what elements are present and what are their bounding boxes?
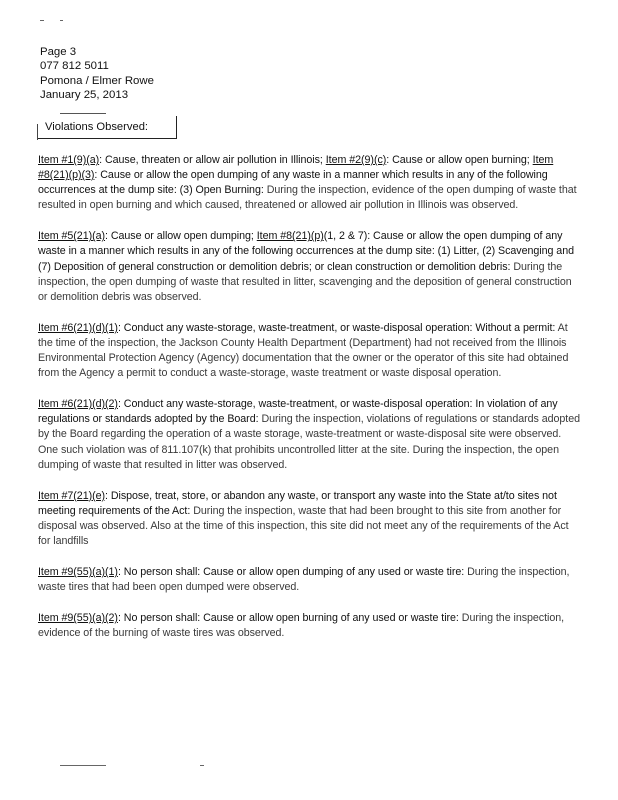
violation-item	[38, 489, 580, 549]
violation-description: : Conduct any waste-storage, waste-treatment, or waste-disposal operation: In violation of any regulations or standards adopted by the Board:	[38, 398, 558, 426]
violation-description: : Cause, threaten or allow air pollution in Illinois;	[99, 154, 326, 166]
violation-item	[38, 565, 580, 595]
site-location: Pomona / Elmer Rowe	[40, 74, 154, 87]
violation-item	[38, 229, 580, 304]
violation-observation: During the inspection, violations of regulations or standards adopted by the Board regarding the operation of a waste storage, waste-treatment or waste-disposal site were observed. One such violation was of 811.107(k) that prohibits uncontrolled litter at the site. During the inspection, the open dumping of waste that resulted in litter was observed.	[38, 413, 581, 471]
violation-observation: During the inspection, waste that had been brought to this site from another for disposal was observed. Also at the time of this inspection, this site did not meet any of the requirements of the Act for landfills	[38, 504, 569, 547]
violation-description: : No person shall: Cause or allow open burning of any used or waste tire:	[117, 612, 462, 625]
violation-item	[38, 321, 580, 381]
violation-description: (1, 2 & 7): Cause or allow the open dumping of any waste in a manner which results in any of the following occurrences at the dump site: (1) Litter, (2) Scavenging and (7) Deposition of general construction or demolition debris; or clean construction or demolition debris:	[38, 230, 574, 273]
violation-reference: Item #8(21)(p)(3)	[38, 154, 554, 182]
violation-description: : Cause or allow the open dumping of any waste in a manner which results in any of the following occurrences at the dump site: (3) Open Burning:	[38, 169, 548, 197]
violation-description: : Dispose, treat, store, or abandon any waste, or transport any waste into the State at/to sites not meeting requirements of the Act:	[38, 489, 557, 517]
scan-artifact	[60, 20, 63, 21]
violation-description: : Cause or allow open burning;	[386, 154, 533, 166]
violation-reference: Item #7(21)(e)	[38, 489, 106, 502]
violations-list	[38, 153, 580, 657]
violation-observation: At the time of the inspection, the Jackson County Health Department (Department) had not received from the Illinois Environmental Protection Agency (Agency) documentation that the owner or the operator of this site had obtained from the Agency a permit to conduct a waste-storage, waste treatment or waste disposal operation.	[38, 321, 569, 380]
violation-observation: During the inspection, evidence of the open dumping of waste that resulted in open burning and which caused, threatened or allowed air pollution in Illinois was observed.	[38, 184, 577, 212]
violation-observation: During the inspection, waste tires that had been open dumped were observed.	[38, 566, 570, 594]
section-title: Violations Observed:	[45, 121, 149, 133]
scan-artifact	[200, 765, 204, 766]
site-number: 077 812 5011	[40, 60, 109, 73]
violation-item	[38, 611, 580, 641]
violation-item	[38, 397, 580, 472]
violation-item	[38, 153, 580, 213]
letter-header	[40, 45, 154, 102]
document-date: January 25, 2013	[40, 88, 129, 101]
violation-observation: During the inspection, evidence of the burning of waste tires was observed.	[38, 612, 565, 640]
violation-description: : Conduct any waste-storage, waste-treatment, or waste-disposal operation: Without a permit:	[117, 321, 558, 334]
violation-description: : No person shall: Cause or allow open dumping of any used or waste tire:	[117, 566, 468, 579]
box-border-fragment	[37, 124, 38, 140]
violation-reference: Item #9(55)(a)(1)	[38, 566, 118, 579]
violation-reference: Item #2(9)(c)	[325, 154, 387, 166]
section-heading-box	[38, 116, 177, 139]
violation-reference: Item #6(21)(d)(1)	[38, 321, 118, 334]
violation-reference: Item #9(55)(a)(2)	[38, 612, 118, 625]
violation-reference: Item #8(21)(p)	[256, 230, 324, 243]
scan-artifact	[60, 765, 106, 766]
violation-description: : Cause or allow open dumping;	[105, 230, 257, 243]
violation-reference: Item #5(21)(a)	[38, 230, 106, 243]
violation-reference: Item #6(21)(d)(2)	[38, 398, 118, 411]
page-number: Page 3	[40, 46, 77, 58]
violation-observation: During the inspection, the open dumping of waste that resulted in litter, scavenging and the deposition of general construction or demolition debris was observed.	[38, 260, 572, 303]
violation-reference: Item #1(9)(a)	[38, 154, 100, 166]
box-border-fragment	[60, 113, 106, 114]
scan-artifact	[40, 20, 44, 21]
